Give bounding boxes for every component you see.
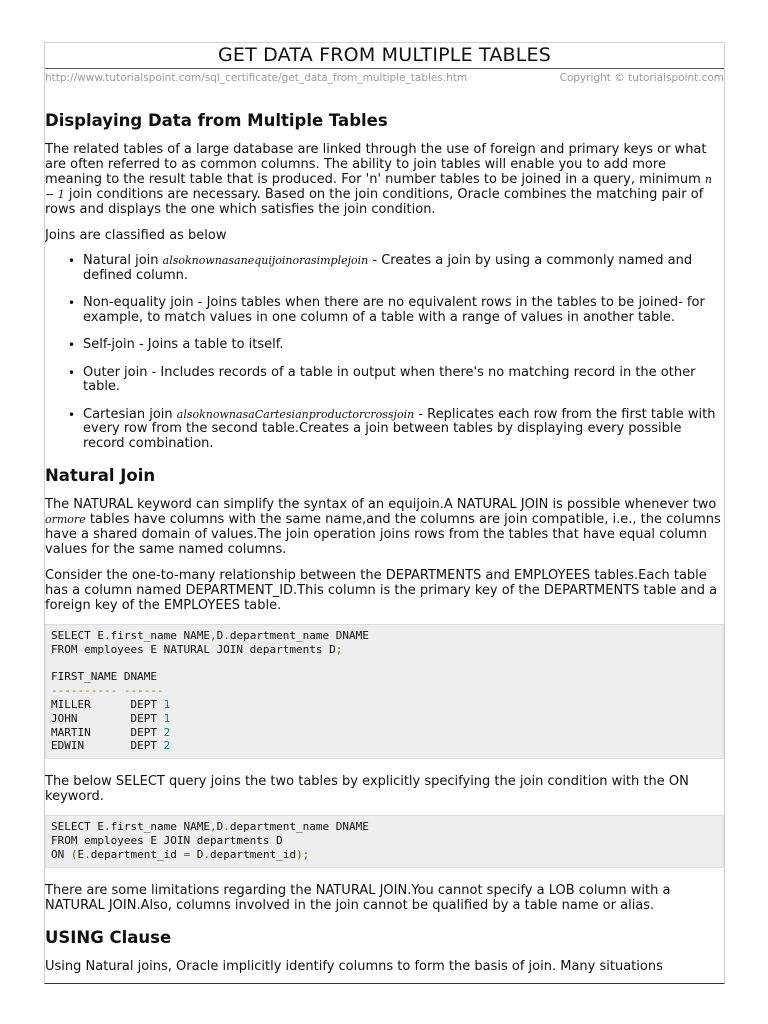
math-expression: alsoknownasanequijoinorasimplejoin [162, 254, 369, 267]
page-title: GET DATA FROM MULTIPLE TABLES [45, 43, 724, 69]
copyright-notice: Copyright © tutorialspoint.com [559, 72, 724, 84]
article-body [45, 111, 724, 974]
math-expression: alsoknownasaCartesianproductorcrossjoin [176, 407, 415, 421]
section-heading-using-clause: USING Clause [45, 927, 172, 947]
paragraph: The below SELECT query joins the two tables by explicitly specifying the join condition with the ON keyword. [45, 774, 689, 805]
math-expression: n − 1 [45, 173, 713, 201]
source-url[interactable]: http://www.tutorialspoint.com/sql_certificate/get_data_from_multiple_tables.htm [45, 72, 468, 84]
paragraph: The related tables of a large database are linked through the use of foreign and primary keys or what are often referred to as common columns. The ability to join tables will enable you to add more meaning to the result table that is produced. For 'n' number tables to be joined in a query, minimum n − 1 join conditions are necessary. Based on the join conditions, Oracle combines the matching pair of rows and displays the one which satisfies the join condition. [45, 142, 713, 217]
paragraph: Joins are classified as below [45, 228, 227, 243]
section-heading-natural-join: Natural Join [45, 466, 156, 485]
paragraph: There are some limitations regarding the NATURAL JOIN.You cannot specify a LOB column with a NATURAL JOIN.Also, columns involved in the join cannot be qualified by a table name or alias. [45, 882, 671, 913]
math-expression: ormore [45, 513, 86, 526]
list-item: • Natural join alsoknownasanequijoinorasimplejoin - Creates a join by using a commonly named and defined column. [83, 254, 724, 283]
page-meta [45, 69, 724, 87]
paragraph: The NATURAL keyword can simplify the syntax of an equijoin.A NATURAL JOIN is possible whenever two ormore tables have columns with the same name,and the columns are join compatible, i.e., the columns have a shared domain of values.The join operation joins rows from the tables that have equal column values for the same named columns. [45, 497, 721, 557]
join-types-list [45, 254, 724, 451]
code-block-join-on: SELECT E.first_name NAME,D.department_name DNAME FROM employees E JOIN departments D ON (E.department_id = D.department_id); [45, 815, 724, 867]
list-item: • Outer join - Includes records of a table in output when there's no matching record in the other table. [83, 366, 724, 395]
document-page [44, 42, 725, 984]
section-heading-displaying-data: Displaying Data from Multiple Tables [45, 111, 388, 130]
list-item: • Non-equality join - Joins tables when there are no equivalent rows in the tables to be joined- for example, to match values in one column of a table with a range of values in another table. [83, 296, 724, 325]
list-item: • Self-join - Joins a table to itself. [83, 338, 724, 353]
code-block-natural-join: SELECT E.first_name NAME,D.department_name DNAME FROM employees E NATURAL JOIN departments D; FIRST_NAME DNAME ---------- ------ MILLER DEPT 1 JOHN DEPT 1 MARTIN DEPT 2 EDWIN DEPT 2 [45, 624, 724, 759]
paragraph: Consider the one-to-many relationship between the DEPARTMENTS and EMPLOYEES tables.Each table has a column named DEPARTMENT_ID.This column is the primary key of the DEPARTMENTS table and a foreign key of the EMPLOYEES table. [45, 568, 718, 613]
list-item: • Cartesian join alsoknownasaCartesianproductorcrossjoin - Replicates each row from the first table with every row from the second table.Creates a join between tables by displaying every possible record combination. [83, 408, 724, 452]
paragraph: Using Natural joins, Oracle implicitly identify columns to form the basis of join. Many situations [45, 958, 663, 974]
